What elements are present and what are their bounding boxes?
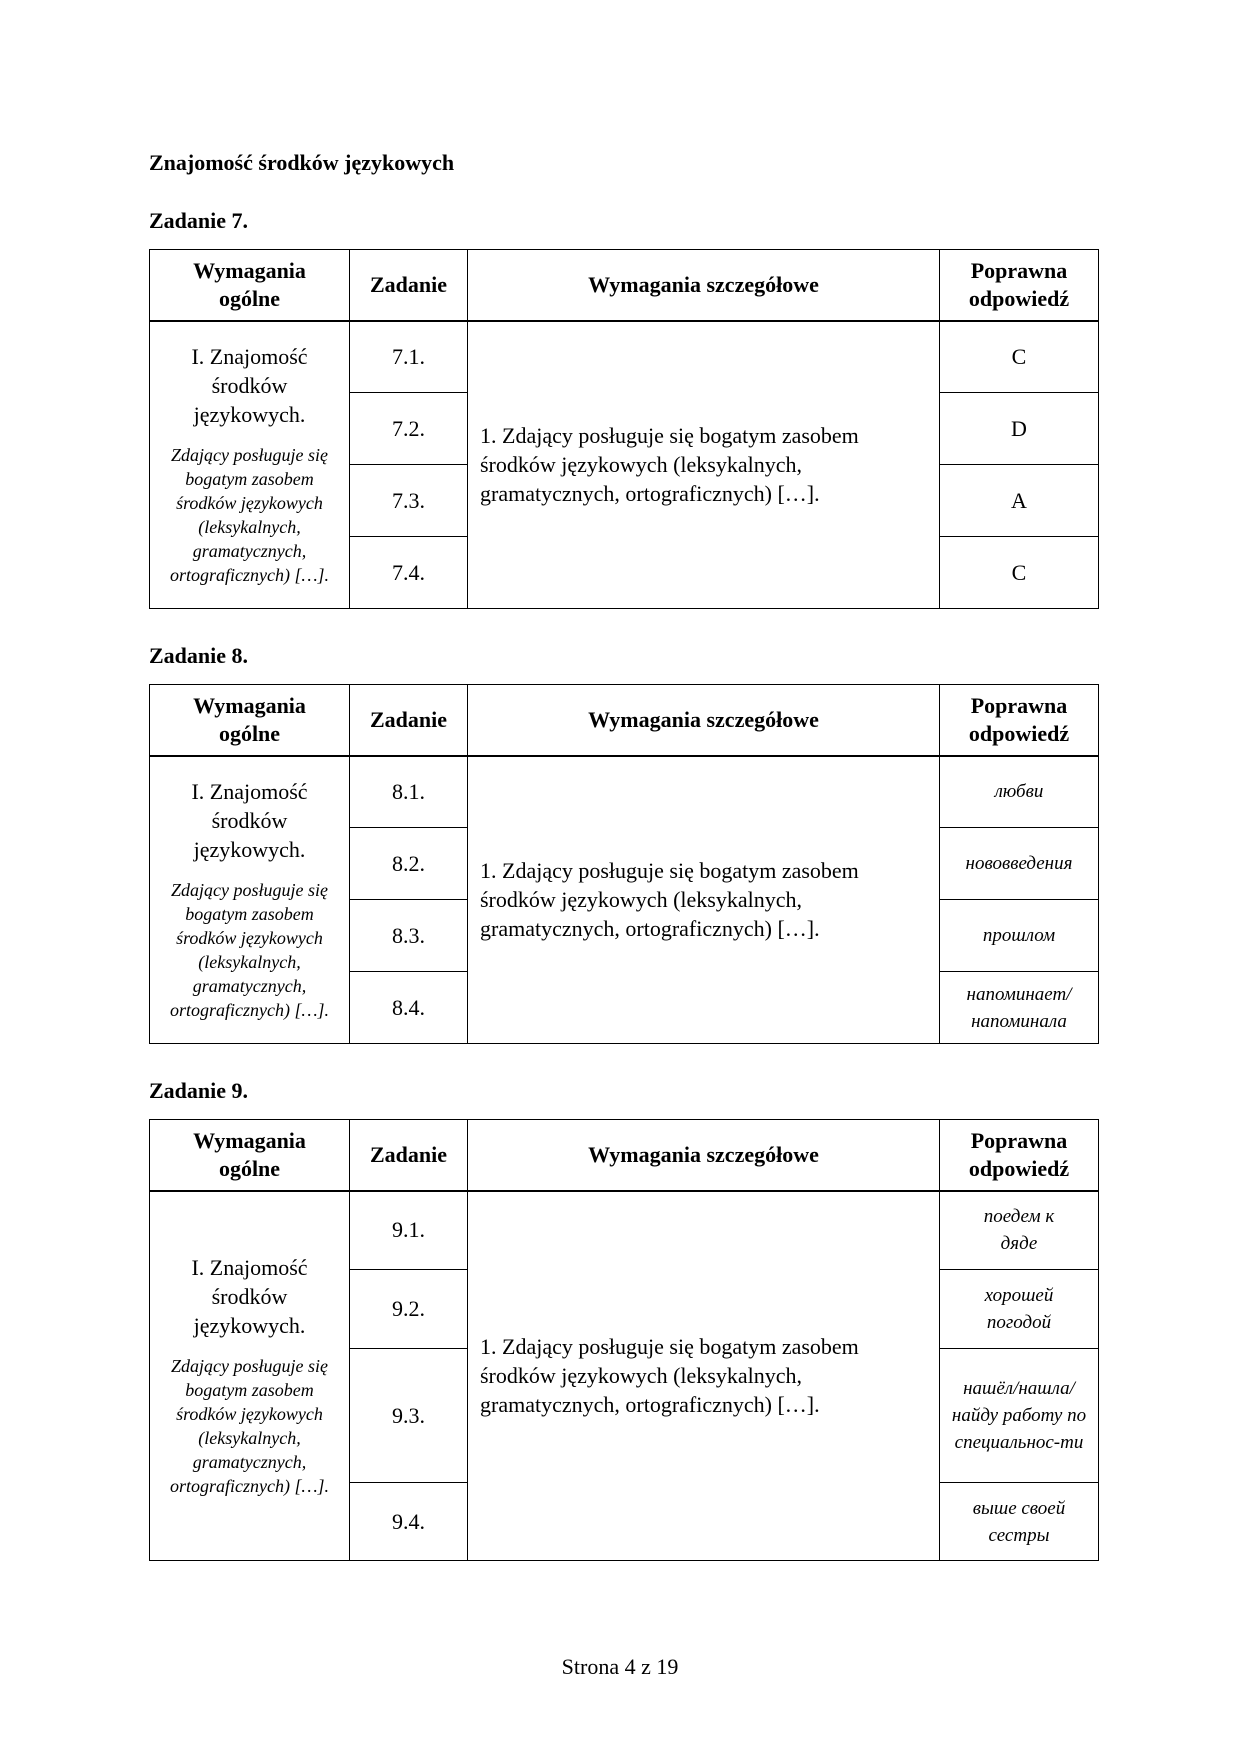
answer-cell: C: [940, 321, 1099, 393]
answer-cell: любви: [940, 756, 1099, 828]
general-requirements: [150, 321, 350, 609]
task-number: 7.3.: [350, 465, 468, 537]
task-title-9: Zadanie 9.: [149, 1078, 249, 1103]
task-number: 8.1.: [350, 756, 468, 828]
task-title-8: Zadanie 8.: [149, 643, 249, 668]
task-9-table: [149, 1119, 1099, 1561]
general-sub-text: Zdający posługuje się bogatym zasobem środków językowych (leksykalnych, gramatycznych, ortograficznych) […].: [170, 880, 329, 1021]
section-title: Znajomość środków językowych: [149, 150, 455, 175]
header-detailed: Wymagania szczegółowe: [468, 250, 940, 321]
header-answer: Poprawna odpowiedź: [940, 685, 1099, 756]
header-detailed: Wymagania szczegółowe: [468, 685, 940, 756]
task-number: 7.2.: [350, 393, 468, 465]
header-answer: Poprawna odpowiedź: [940, 1120, 1099, 1191]
header-answer: Poprawna odpowiedź: [940, 250, 1099, 321]
general-requirements: [150, 756, 350, 1044]
task-number: 8.2.: [350, 828, 468, 900]
task-number: 8.3.: [350, 900, 468, 972]
answer-cell: поедем к дяде: [940, 1191, 1099, 1270]
general-main-text: I. Znajomość środków językowych.: [191, 779, 308, 863]
task-number: 9.4.: [350, 1483, 468, 1561]
general-main-text: I. Znajomość środków językowych.: [191, 1255, 308, 1339]
header-general: Wymagania ogólne: [150, 250, 350, 321]
task-number: 9.1.: [350, 1191, 468, 1270]
answer-cell: прошлом: [940, 900, 1099, 972]
general-main-text: I. Znajomość środków językowych.: [191, 344, 308, 428]
answer-cell: напоминает/ напоминала: [940, 972, 1099, 1044]
header-general: Wymagania ogólne: [150, 685, 350, 756]
answer-cell: C: [940, 537, 1099, 609]
answer-cell: хорошей погодой: [940, 1270, 1099, 1349]
header-task: Zadanie: [350, 1120, 468, 1191]
task-number: 9.3.: [350, 1349, 468, 1483]
answer-cell: нововведения: [940, 828, 1099, 900]
answer-cell: A: [940, 465, 1099, 537]
answer-cell: нашёл/нашла/ найду работу по специальнос-ти: [940, 1349, 1099, 1483]
header-task: Zadanie: [350, 685, 468, 756]
detailed-requirements: 1. Zdający posługuje się bogatym zasobem środków językowych (leksykalnych, gramatycznych, ortograficznych) […].: [468, 1191, 940, 1561]
task-number: 7.4.: [350, 537, 468, 609]
page-number: Strona 4 z 19: [561, 1654, 679, 1679]
detailed-requirements: 1. Zdający posługuje się bogatym zasobem środków językowych (leksykalnych, gramatycznych, ortograficznych) […].: [468, 756, 940, 1044]
general-sub-text: Zdający posługuje się bogatym zasobem środków językowych (leksykalnych, gramatycznych, ortograficznych) […].: [170, 1356, 329, 1497]
detailed-requirements: 1. Zdający posługuje się bogatym zasobem środków językowych (leksykalnych, gramatycznych, ortograficznych) […].: [468, 321, 940, 609]
answer-cell: выше своей сестры: [940, 1483, 1099, 1561]
task-number: 7.1.: [350, 321, 468, 393]
general-sub-text: Zdający posługuje się bogatym zasobem środków językowych (leksykalnych, gramatycznych, ortograficznych) […].: [170, 445, 329, 586]
answer-cell: D: [940, 393, 1099, 465]
header-detailed: Wymagania szczegółowe: [468, 1120, 940, 1191]
task-number: 9.2.: [350, 1270, 468, 1349]
task-number: 8.4.: [350, 972, 468, 1044]
header-task: Zadanie: [350, 250, 468, 321]
header-general: Wymagania ogólne: [150, 1120, 350, 1191]
task-8-table: [149, 684, 1099, 1044]
task-7-table: [149, 249, 1099, 609]
task-title-7: Zadanie 7.: [149, 208, 249, 233]
general-requirements: [150, 1191, 350, 1561]
